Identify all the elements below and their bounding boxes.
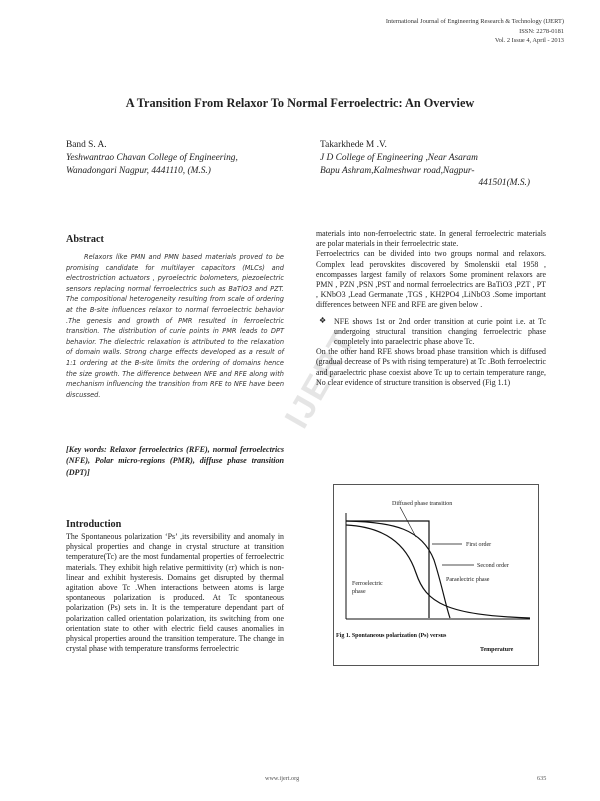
fig-label-first: First order	[466, 542, 492, 548]
diffused-arrow	[400, 507, 416, 537]
second-order-curve	[346, 521, 450, 618]
keywords: [Key words: Relaxor ferroelectrics (RFE), normal ferroelectrics (NFE), Polar micro-regions (PMR), diffuse phase transition (DPT)]	[66, 445, 284, 477]
introduction-text: The Spontaneous polarization ‘Ps’ ,its reversibility and anomaly in physical properties and change in crystal structure at transition temperature(Tc) are the most fundamental properties of ferroelectric materials. They exhibit high relative permittivity (εr) which is non-linear and exhibit hysteresis. Domains get disrupted by thermal agitation above Tc .When interactions between atoms is large spontaneous polarization is produced. At Tc spontaneous polarization (Ps) sets in. It is the temperature dependant part of polarization called orientation polarization, its switching from one orientation state to other with electric field causes anomalies in physical properties around the transition temperature. The change in crystal phase with temperature transforms ferroelectric	[66, 532, 284, 654]
author-block-2	[320, 140, 530, 190]
author-affil-2a: J D College of Engineering ,Near Asaram	[320, 153, 478, 163]
introduction-heading: Introduction	[66, 519, 122, 530]
author-affil-1a: Yeshwantrao Chavan College of Engineering,	[66, 153, 238, 163]
paragraph-1: materials into non-ferroelectric state. In general ferroelectric materials are polar materials in their ferroelectric state.	[316, 229, 546, 249]
bullet-text: NFE shows 1st or 2nd order transition at curie point i.e. at Tc undergoing structural transition changing ferroelectric phase completely into paraelectric phase above Tc.	[334, 316, 546, 347]
author-name-2: Takarkhede M .V.	[320, 140, 387, 150]
author-affil-2c: 441501(M.S.)	[478, 178, 530, 188]
author-affil-1b: Wanadongari Nagpur, 4441110, (M.S.)	[66, 165, 211, 176]
footer-url[interactable]: www.ijert.org	[265, 775, 300, 782]
fig-label-para: Paraelectric phase	[446, 577, 490, 583]
abstract-text: Relaxors like PMN and PMN based materials proved to be promising candidate for multilayer capacitors (MLCs) and electrostriction actuators , pyroelectric bolometers, piezoelectric sensors replacing normal ferroelectrics such as BaTiO3 and PZT. The compositional heterogeneity resulting from scale of ordering at the B-site influences relaxor to normal ferroelectric behavior .The genesis and growth of PMR resulted in ferroelectric transition. The distribution of curie points in PMR leads to DPT behavior. The dielectric relaxation is attributed to the relaxation of domain walls. Strong charge effects developed as a result of 1:1 ordering at the B-site limits the ordering of domains hence the size growth. The difference between NFE and RFE along with mechanism influencing the transition from RFE to NFE have been discussed.	[66, 253, 284, 399]
journal-name: International Journal of Engineering Research & Technology (IJERT)	[385, 18, 564, 25]
paper-title: A Transition From Relaxor To Normal Ferroelectric: An Overview	[125, 96, 475, 110]
paragraph-2: Ferroelectrics can be divided into two groups normal and relaxors. Complex lead perovskites discovered by Smolenskii etal 1958 , encompasses largest family of relaxors Some prominent relaxors are PMN , PZN ,PSN ,PST and normal ferroelectrics are BaTiO3 ,PZT , PT , KNbO3 ,Lead Germanate ,TGS , KH2PO4 ,LiNbO3 .Some important differences between NFE and RFE are given below .	[316, 249, 546, 310]
fig-label-second: Second order	[477, 563, 509, 569]
page-number: 635	[537, 775, 547, 782]
fig-caption-temperature: Temperature	[480, 647, 514, 653]
diamond-bullet-icon: ❖	[319, 315, 327, 325]
journal-volume: Vol. 2 Issue 4, April - 2013	[494, 37, 564, 44]
ijert-watermark: IJERT	[277, 323, 364, 435]
author-name-1: Band S. A.	[66, 140, 107, 150]
polarization-figure	[334, 485, 538, 665]
fig-label-ferro-2: phase	[352, 589, 366, 595]
paragraph-3: On the other hand RFE shows broad phase transition which is diffused (gradual decrease of Ps with rising temperature) at Tc .Both ferroelectric and paraelectric phase coexist above Tc up to certain temperature range, No clear evidence of structure transition is observed (Fig 1.1)	[316, 347, 546, 387]
journal-header	[386, 17, 564, 46]
journal-issn: ISSN: 2278-0181	[519, 27, 564, 35]
fig-caption: Fig 1. Spontaneous polarization (Ps) versus	[336, 633, 447, 639]
fig-label-ferro-1: Ferroelectric	[352, 581, 383, 587]
abstract-heading: Abstract	[66, 234, 104, 245]
author-block-1	[66, 140, 306, 177]
figure-frame	[333, 484, 539, 666]
author-affil-2b: Bapu Ashram,Kalmeshwar road,Nagpur-	[320, 165, 475, 176]
fig-label-diffused: Diffused phase transition	[392, 501, 453, 507]
